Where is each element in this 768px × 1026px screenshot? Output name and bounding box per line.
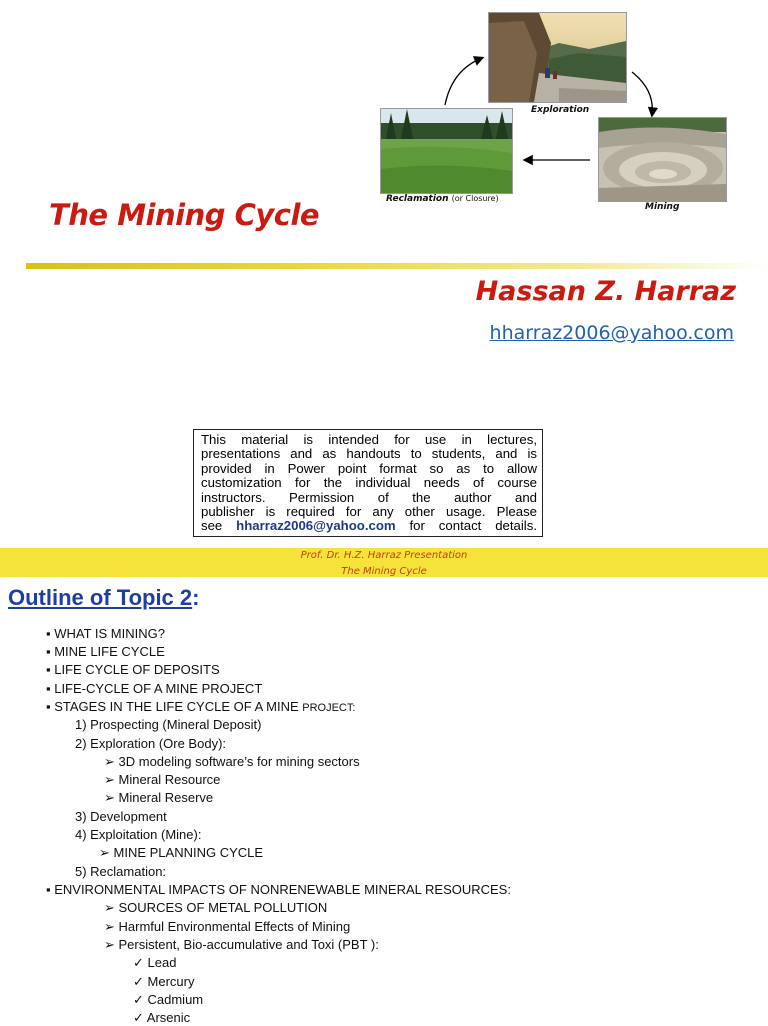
list-item: ➢ MINE PLANNING CYCLE	[99, 845, 264, 860]
outline-title: Outline of Topic 2:	[8, 585, 200, 610]
notice-line: instructors. Permission of the author and	[201, 489, 537, 505]
list-item: ✓ Lead	[133, 955, 177, 970]
mining-caption: Mining	[645, 202, 680, 212]
list-item: ➢ Mineral Reserve	[104, 790, 214, 805]
list-item: ➢ Persistent, Bio-accumulative and Toxi (PBT ):	[104, 937, 379, 952]
author-email-link[interactable]: hharraz2006@yahoo.com	[489, 322, 734, 344]
notice-line: provided in Power point format so as to allow	[201, 460, 537, 476]
notice-line: This material is intended for use in lectures,	[201, 432, 537, 447]
slide-footer	[0, 548, 768, 577]
list-item: 4) Exploitation (Mine):	[75, 827, 202, 842]
usage-notice	[193, 429, 543, 537]
notice-line: see hharraz2006@yahoo.com for contact details.	[201, 518, 537, 534]
list-item: 2) Exploration (Ore Body):	[75, 736, 227, 751]
notice-line: customization for the individual needs of course	[201, 475, 537, 491]
list-item: ➢ Harmful Environmental Effects of Mining	[104, 919, 351, 934]
list-item: ▪ WHAT IS MINING?	[46, 626, 165, 641]
mining-photo	[598, 117, 727, 202]
title-rule	[26, 263, 768, 269]
list-item: ▪ STAGES IN THE LIFE CYCLE OF A MINE PROJECT:	[46, 699, 356, 714]
reclamation-caption: Reclamation (or Closure)	[386, 194, 499, 204]
list-item: 1) Prospecting (Mineral Deposit)	[75, 717, 262, 732]
exploration-caption: Exploration	[531, 105, 590, 115]
slide-title: The Mining Cycle	[49, 198, 320, 232]
author-name: Hassan Z. Harraz	[475, 276, 736, 307]
list-item: ➢ Mineral Resource	[104, 772, 221, 787]
exploration-photo	[488, 12, 627, 103]
notice-line: publisher is required for any other usage. Please	[201, 504, 537, 520]
list-item: ✓ Arsenic	[133, 1010, 191, 1025]
reclamation-photo	[380, 108, 513, 194]
list-item: ▪ LIFE-CYCLE OF A MINE PROJECT	[46, 681, 263, 696]
list-item: ➢ SOURCES OF METAL POLLUTION	[104, 900, 328, 915]
list-item: ▪ LIFE CYCLE OF DEPOSITS	[46, 662, 220, 677]
list-item: ▪ MINE LIFE CYCLE	[46, 644, 165, 659]
list-item: ✓ Mercury	[133, 974, 195, 989]
list-item: ➢ 3D modeling software’s for mining sectors	[104, 754, 360, 769]
list-item: 5) Reclamation:	[75, 864, 167, 879]
footer-presenter: Prof. Dr. H.Z. Harraz Presentation	[300, 550, 468, 561]
list-item: 3) Development	[75, 809, 167, 824]
list-item: ▪ ENVIRONMENTAL IMPACTS OF NONRENEWABLE MINERAL RESOURCES:	[46, 882, 511, 897]
notice-email-link[interactable]: hharraz2006@yahoo.com	[236, 518, 396, 534]
footer-topic: The Mining Cycle	[341, 566, 427, 577]
list-item: ✓ Cadmium	[133, 992, 204, 1007]
notice-line: presentations and as handouts to students, and is	[201, 446, 537, 462]
outline-slide	[0, 577, 768, 1024]
